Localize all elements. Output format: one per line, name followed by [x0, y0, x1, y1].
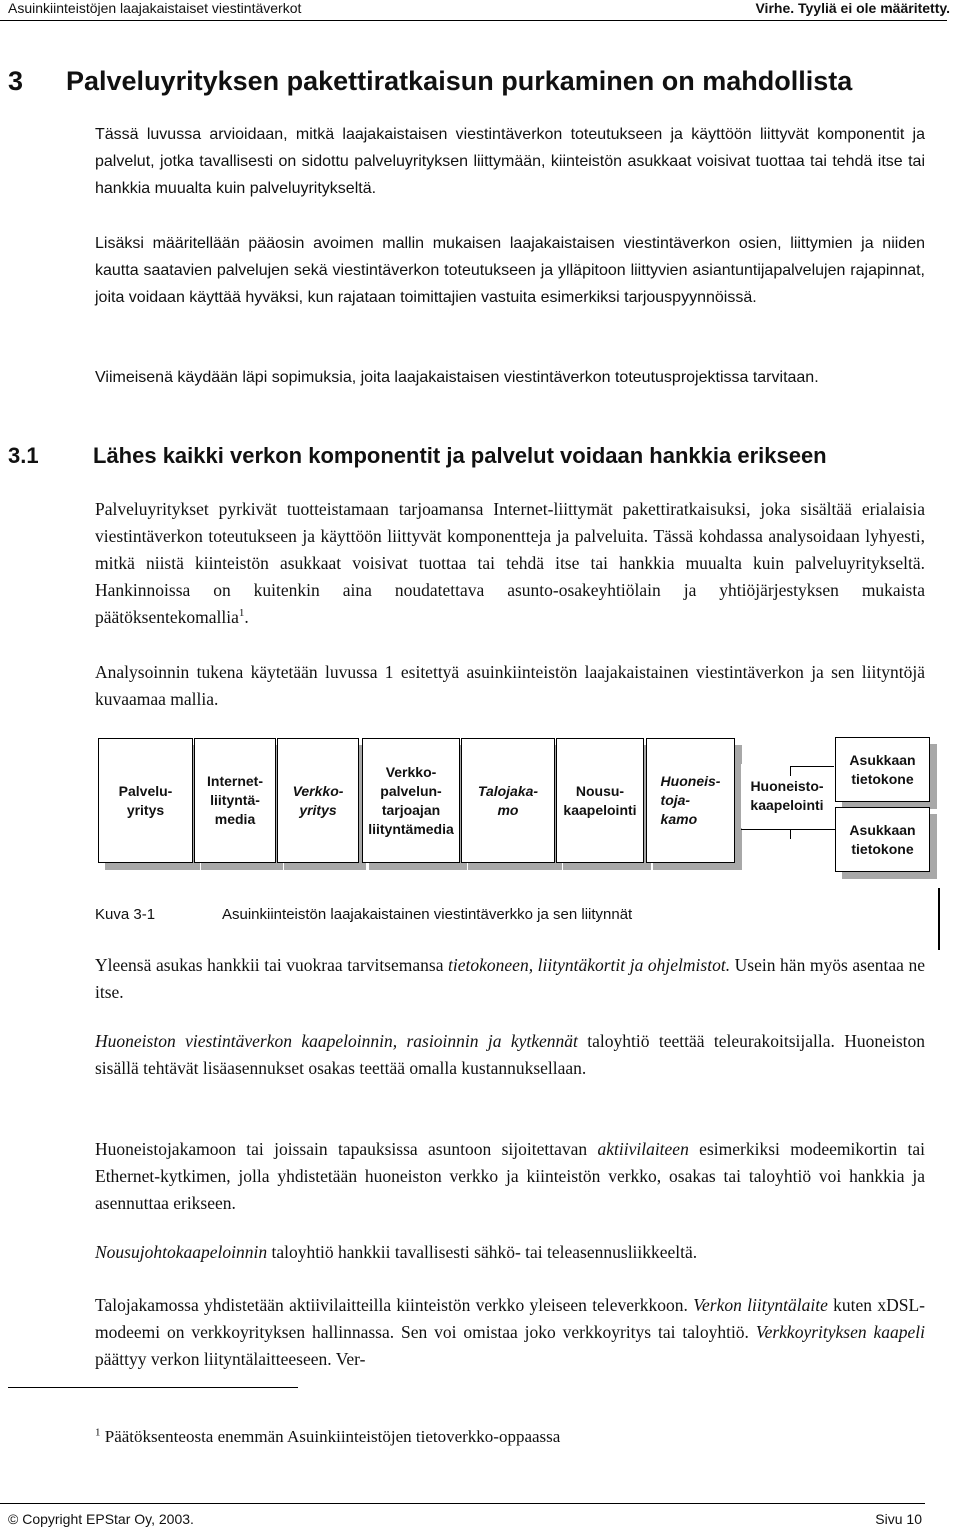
- text-run: Huoneistojakamoon tai joissain tapauksissa asuntoon sijoitettavan: [95, 1139, 598, 1159]
- connector-line: [790, 766, 834, 767]
- text-run: päättyy verkon liityntälaitteeseen. Ver-: [95, 1349, 366, 1369]
- text-run-italic: Nousujohtokaapeloinnin: [95, 1242, 268, 1262]
- text-run-italic: tietokoneen, liityntäkortit ja ohjelmistot.: [448, 955, 731, 975]
- chapter-paragraph-3: Viimeisenä käydään läpi sopimuksia, joita laajakaistaisen viestintäverkon toteutusprojektissa tarvitaan.: [95, 369, 819, 386]
- change-bar: [938, 888, 940, 950]
- body-paragraph-2: [95, 1028, 925, 1082]
- diagram-label: Huoneisto- kaapelointi: [750, 778, 824, 813]
- footer-rule: [0, 1503, 925, 1504]
- footnote-separator: [8, 1387, 298, 1388]
- diagram-box-huoneistokaapelointi: [741, 764, 833, 828]
- text-run-italic: Huoneiston viestintäverkon kaapeloinnin, rasioinnin ja kytkennät: [95, 1031, 578, 1051]
- chapter-paragraph-1: Tässä luvussa arvioidaan, mitkä laajakaistaisen viestintäverkon toteutukseen ja käyttöön liittyvät komponentit ja palvelut, jotka tavallisesti on sidottu palveluyrityksen liittymään, kiinteistön asukkaat voisivat tuottaa tai tehdä itse tai hankkia muualta kuin palveluyritykseltä.: [95, 126, 925, 197]
- section-heading: [8, 443, 827, 469]
- text-run: Usein hän myös asentaa ne itse.: [95, 955, 925, 1002]
- diagram-label: Verkko- yritys: [292, 782, 344, 818]
- header-rule: [0, 20, 947, 21]
- text-run: kuten xDSL-modeemi on verkkoyrityksen hallinnassa. Sen voi omistaa joko verkkoyritys tai taloyhtiö.: [95, 1295, 925, 1342]
- footnote-text: Päätöksenteosta enemmän Asuinkiinteistöjen tietoverkko-oppaassa: [100, 1427, 561, 1446]
- diagram-box-tietokone-1: [835, 737, 930, 802]
- body-paragraph-3: [95, 1136, 925, 1217]
- section-paragraph-2: Analysoinnin tukena käytetään luvussa 1 esitettyä asuinkiinteistön laajakaistainen viestintäverkon ja sen liityntöjä kuvaamaa mallia.: [95, 662, 925, 709]
- section-number: 3.1: [8, 443, 39, 468]
- diagram-box-provider-media: [362, 738, 460, 863]
- text-run-italic: Verkon liityntälaite: [693, 1295, 828, 1315]
- figure-caption: Asuinkiinteistön laajakaistainen viestintäverkko ja sen liitynnät: [222, 906, 633, 923]
- text-run-italic: Verkkoyrityksen kaapeli: [755, 1322, 925, 1342]
- text-run: taloyhtiö teettää teleurakoitsijalla. Huoneiston sisällä tehtävät lisäasennukset osakas teettää omalla kustannuksellaan.: [95, 1031, 925, 1078]
- diagram-label: Huoneis- toja- kamo: [660, 773, 721, 827]
- section-paragraph-1: [95, 496, 925, 631]
- diagram-label: Talojaka- mo: [477, 782, 539, 818]
- footnote-ref: 1: [238, 607, 245, 620]
- diagram-label: Internet- liityntä- media: [207, 773, 263, 827]
- diagram-box-nousukaapelointi: [556, 738, 644, 863]
- diagram-box-huoneistojakamo: [646, 738, 735, 863]
- section-title: Lähes kaikki verkon komponentit ja palvelut voidaan hankkia erikseen: [93, 443, 827, 468]
- diagram-box-verkkoyritys: [277, 738, 359, 863]
- running-header-title: Asuinkiinteistöjen laajakaistaiset viestintäverkot: [8, 0, 302, 16]
- section-paragraph-1-text: Palveluyritykset pyrkivät tuotteistamaan tarjoamansa Internet-liittymät pakettiratkaisuksi, joka sisältää erialaisia viestintäverkon toteutukseen ja käyttöön liittyvät komponentteja ja palveluita. Tässä kohdassa analysoidaan lyhyesti, mitkä niistä kiinteistön asukkaat voisivat tuottaa tai tehdä itse tai hankkia muualta kuin palveluyritykseltä. Hankinnoissa on kuitenkin aina noudatettava asunto-osakeyhtiölain ja yhtiöjärjestyksen mukaista päätöksentekomallia: [95, 499, 925, 627]
- chapter-number: 3: [8, 66, 24, 96]
- text-run-italic: aktiivilaiteen: [597, 1139, 689, 1159]
- text-run: Talojakamossa yhdistetään aktiivilaitteilla kiinteistön verkko yleiseen televerkkoon.: [95, 1295, 694, 1315]
- footer-copyright: © Copyright EPStar Oy, 2003.: [8, 1511, 194, 1527]
- body-paragraph-4: [95, 1239, 925, 1266]
- chapter-title: Palveluyrityksen pakettiratkaisun purkaminen on mahdollista: [66, 66, 853, 96]
- running-header-error: Virhe. Tyyliä ei ole määritetty.: [755, 0, 950, 16]
- chapter-heading: [8, 66, 852, 97]
- diagram-box-talojakamo: [461, 738, 555, 863]
- connector-line: [790, 766, 791, 776]
- diagram-box-tietokone-2: [835, 807, 930, 872]
- diagram-label: Asukkaan tietokone: [849, 821, 916, 857]
- body-paragraph-1: [95, 952, 925, 1006]
- text-run: esimerkiksi modeemikortin tai Ethernet-kytkimen, jolla yhdistetään huoneiston verkko ja kiinteistön verkko, osakas tai taloyhtiö voi hankkia ja asennuttaa erikseen.: [95, 1139, 925, 1213]
- diagram-box-palveluyritys: [98, 738, 193, 863]
- diagram-label: Asukkaan tietokone: [849, 751, 916, 787]
- figure-label: Kuva 3-1: [95, 906, 156, 923]
- text-run: taloyhtiö hankkii tavallisesti sähkö- tai teleasennusliikkeeltä.: [267, 1242, 698, 1262]
- body-paragraph-5: [95, 1292, 925, 1373]
- connector-line: [741, 829, 835, 830]
- diagram-label: Verkko- palvelun- tarjoajan liityntämedia: [368, 763, 454, 837]
- text-run: Yleensä asukas hankkii tai vuokraa tarvitsemansa: [95, 955, 449, 975]
- section-paragraph-1-end: .: [244, 607, 249, 627]
- connector-line: [790, 829, 791, 839]
- diagram-label: Palvelu- yritys: [118, 782, 173, 818]
- diagram-label: Nousu- kaapelointi: [563, 782, 637, 818]
- diagram-box-internet-media: [194, 738, 276, 863]
- footer-page-number: Sivu 10: [875, 1511, 922, 1527]
- footnote-number: 1: [95, 1426, 101, 1439]
- footnote: [95, 1427, 560, 1447]
- chapter-paragraph-2: Lisäksi määritellään pääosin avoimen mallin mukaisen laajakaistaisen viestintäverkon osien, liittymien ja niiden kautta saatavien palvelujen sekä viestintäverkon toteutukseen ja ylläpitoon liittyvien asiantuntijapalvelujen rajapinnat, joita voidaan käyttää hyväksi, kun rajataan toimittajien vastuita esimerkiksi tarjouspyynnöissä.: [95, 235, 925, 306]
